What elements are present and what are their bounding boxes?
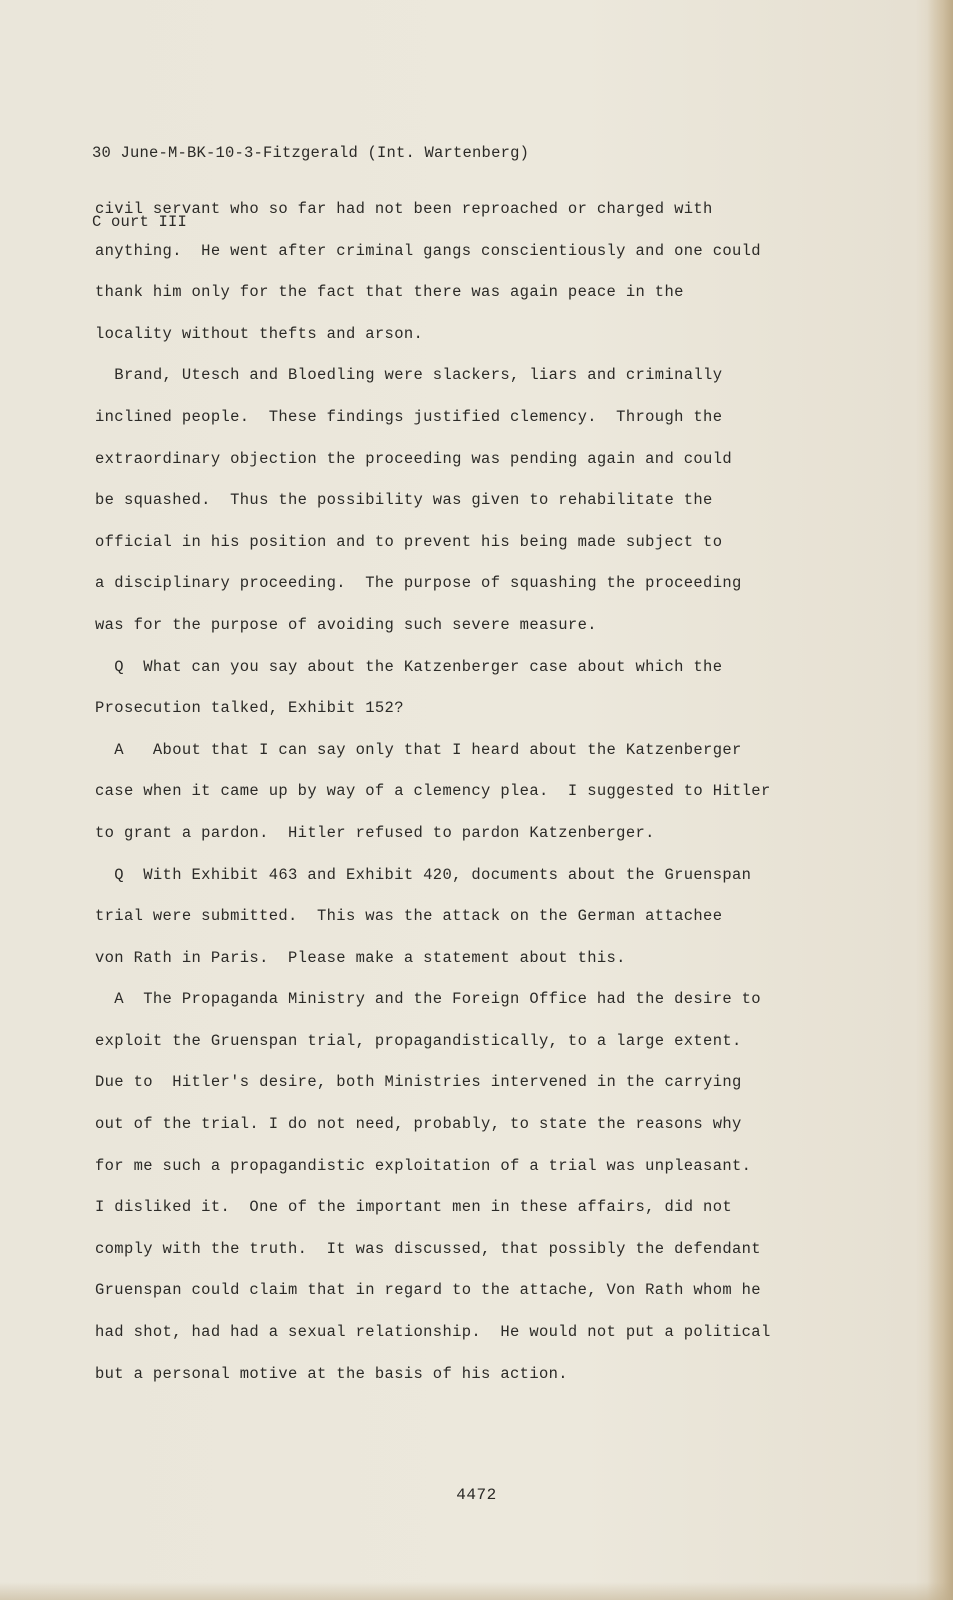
text-line: Due to Hitler's desire, both Ministries intervened in the carrying <box>95 1073 742 1092</box>
text-line: locality without thefts and arson. <box>95 324 424 343</box>
text-line: thank him only for the fact that there was again peace in the <box>95 283 684 302</box>
text-line: I disliked it. One of the important men in these affairs, did not <box>95 1198 732 1217</box>
text-line: Brand, Utesch and Bloedling were slackers, liars and criminally <box>95 366 723 385</box>
text-line: Gruenspan could claim that in regard to the attache, Von Rath whom he <box>95 1281 761 1300</box>
text-line: case when it came up by way of a clemency plea. I suggested to Hitler <box>95 782 771 801</box>
text-line: Q With Exhibit 463 and Exhibit 420, documents about the Gruenspan <box>95 865 752 884</box>
page-edge-shadow <box>927 0 953 1600</box>
text-line: civil servant who so far had not been reproached or charged with <box>95 200 713 218</box>
header-court-line: C ourt III <box>92 213 188 231</box>
text-line: out of the trial. I do not need, probably, to state the reasons why <box>95 1115 742 1134</box>
text-line: official in his position and to prevent his being made subject to <box>95 532 723 551</box>
text-line: anything. He went after criminal gangs conscientiously and one could <box>95 241 761 260</box>
text-line: Q What can you say about the Katzenberger case about which the <box>95 657 723 676</box>
page-number: 4472 <box>456 1486 497 1504</box>
header-session-line: 30 June-M-BK-10-3-Fitzgerald (Int. Wartenberg) <box>92 144 530 162</box>
text-line: extraordinary objection the proceeding was pending again and could <box>95 449 732 468</box>
page-bottom-shadow <box>0 1582 953 1600</box>
text-line: for me such a propagandistic exploitation of a trial was unpleasant. <box>95 1156 752 1175</box>
text-line: von Rath in Paris. Please make a statement about this. <box>95 948 626 967</box>
text-line: but a personal motive at the basis of his action. <box>95 1364 568 1383</box>
transcript-body <box>95 198 835 1404</box>
text-line: exploit the Gruenspan trial, propagandistically, to a large extent. <box>95 1031 742 1050</box>
text-line: trial were submitted. This was the attack on the German attachee <box>95 907 723 926</box>
text-line: comply with the truth. It was discussed, that possibly the defendant <box>95 1239 761 1258</box>
text-line: a disciplinary proceeding. The purpose of squashing the proceeding <box>95 574 742 593</box>
text-line: to grant a pardon. Hitler refused to pardon Katzenberger. <box>95 823 655 842</box>
text-line: was for the purpose of avoiding such severe measure. <box>95 615 597 634</box>
text-line: inclined people. These findings justified clemency. Through the <box>95 407 723 426</box>
text-line: A About that I can say only that I heard about the Katzenberger <box>95 740 742 759</box>
text-line: had shot, had had a sexual relationship. He would not put a political <box>95 1323 771 1342</box>
text-line: A The Propaganda Ministry and the Foreign Office had the desire to <box>95 990 761 1009</box>
text-line: Prosecution talked, Exhibit 152? <box>95 699 404 718</box>
text-line: be squashed. Thus the possibility was given to rehabilitate the <box>95 491 713 510</box>
